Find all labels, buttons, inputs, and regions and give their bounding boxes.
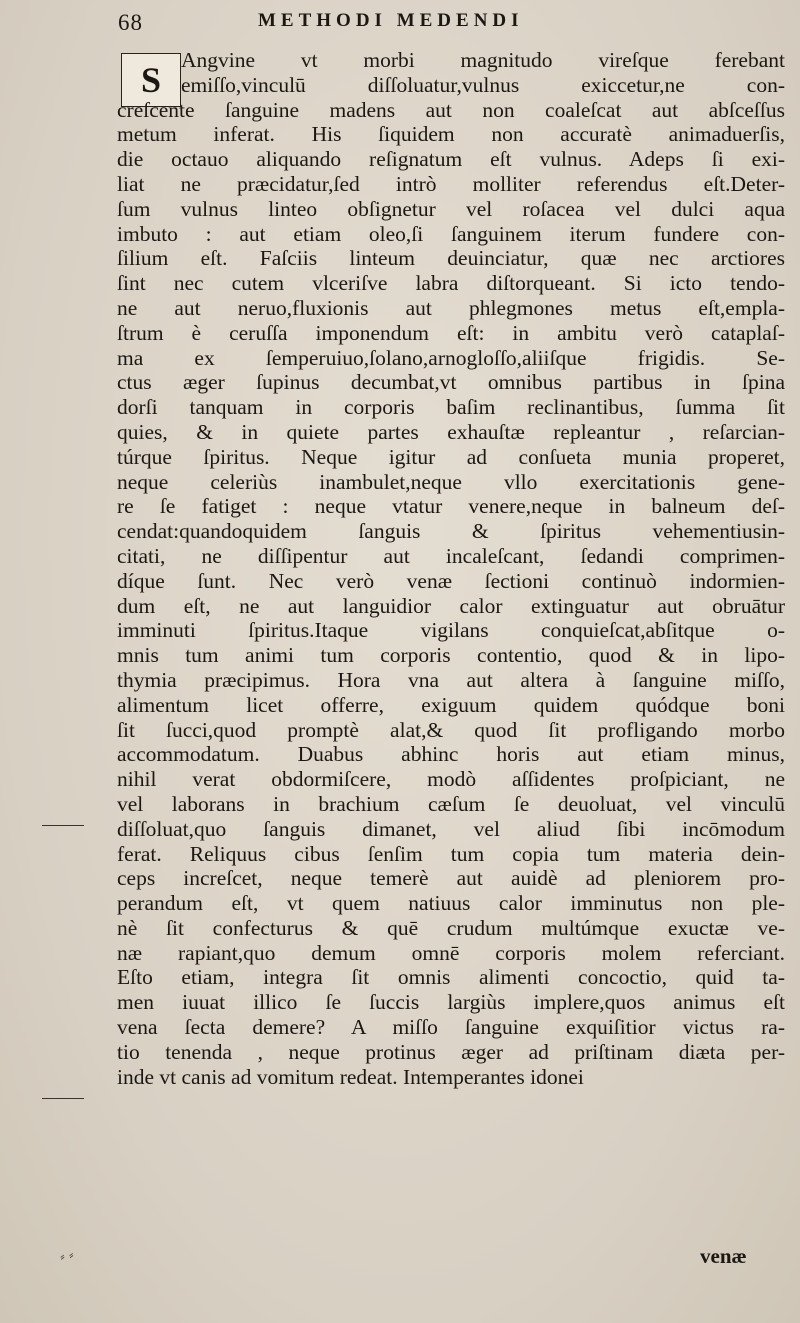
text-line: liat ne præcidatur,ſed intrò molliter referendus eſt.Deter-	[117, 171, 785, 196]
text-line: thymia præcipimus. Hora vna aut altera à ſanguine miſſo,	[117, 667, 785, 692]
text-line: dorſi tanquam in corporis baſim reclinantibus, ſumma ſit	[117, 395, 785, 420]
text-line: túrque ſpiritus. Neque igitur ad conſueta munia properet,	[117, 444, 785, 469]
text-line: ma ex ſemperuiuo,ſolano,arnogloſſo,aliiſque frigidis. Se-	[117, 345, 785, 370]
page-header	[118, 6, 718, 36]
text-line: neque celeriùs inambulet,neque vllo exercitationis gene-	[117, 469, 785, 494]
text-line: ſilium eſt. Faſciis linteum deuinciatur, quæ nec arctiores	[117, 246, 785, 271]
text-line: perandum eſt, vt quem natiuus calor imminutus non ple-	[117, 891, 785, 916]
text-line: cendat:quandoquidem ſanguis & ſpiritus vehementiusin-	[117, 519, 785, 544]
text-line: nè ſit confecturus & quē crudum multúmque exuctæ ve-	[117, 915, 785, 940]
text-line: díque ſunt. Nec verò venæ ſectioni continuò indormien-	[117, 568, 785, 593]
text-line: accommodatum. Duabus abhinc horis aut etiam minus,	[117, 742, 785, 767]
text-line: re ſe fatiget : neque vtatur venere,neque in balneum deſ-	[117, 494, 785, 519]
text-line: imbuto : aut etiam oleo,ſi ſanguinem iterum fundere con-	[117, 221, 785, 246]
text-line: citati, ne diſſipentur aut incaleſcant, ſedandi comprimen-	[117, 543, 785, 568]
margin-rule-mark	[42, 1098, 84, 1099]
decorated-initial-letter: S	[121, 53, 181, 107]
running-title: METHODI MEDENDI	[258, 10, 524, 31]
text-line: ctus æger ſupinus decumbat,vt omnibus partibus in ſpina	[117, 370, 785, 395]
text-line: metum inferat. His ſiquidem non accuratè animaduerſis,	[117, 122, 785, 147]
text-line: ſit ſucci,quod promptè alat,& quod ſit profligando morbo	[117, 717, 785, 742]
text-line: ferat. Reliquus cibus ſenſim tum copia tum materia dein-	[117, 841, 785, 866]
text-line: mnis tum animi tum corporis contentio, quod & in lipo-	[117, 643, 785, 668]
text-line: die octauo aliquando reſignatum eſt vulnus. Adeps ſi exi-	[117, 147, 785, 172]
text-line: ne aut neruo,fluxionis aut phlegmones metus eſt,empla-	[117, 295, 785, 320]
text-line: emiſſo,vinculū diſſoluatur,vulnus exiccetur,ne con-	[181, 72, 785, 97]
text-line: tio tenenda , neque protinus æger ad priſtinam diæta per-	[117, 1039, 785, 1064]
text-line: creſcente ſanguine madens aut non coaleſcat aut abſceſſus	[117, 97, 785, 122]
page-number: 68	[118, 10, 143, 35]
text-line: vena ſecta demere? A miſſo ſanguine exquiſitior victus ra-	[117, 1015, 785, 1040]
text-line: vel laborans in brachium cæſum ſe deuoluat, vel vinculū	[117, 791, 785, 816]
body-text	[117, 48, 785, 1089]
text-line: næ rapiant,quo demum omnē corporis molem referciant.	[117, 940, 785, 965]
text-line: diſſoluat,quo ſanguis dimanet, vel aliud ſibi incōmodum	[117, 816, 785, 841]
text-line: Eſto etiam, integra ſit omnis alimenti concoctio, quid ta-	[117, 965, 785, 990]
margin-rule-mark	[42, 825, 84, 826]
text-line: men iuuat illico ſe ſuccis largiùs implere,quos animus eſt	[117, 990, 785, 1015]
text-line: nihil verat obdormiſcere, modò aſſidentes proſpiciant, ne	[117, 767, 785, 792]
text-line: ſtrum è ceruſſa imponendum eſt: in ambitu verò cataplaſ-	[117, 320, 785, 345]
text-line: ſint nec cutem vlceriſve labra diſtorqueant. Si icto tendo-	[117, 271, 785, 296]
text-line: quies, & in quiete partes exhauſtæ repleantur , reſarcian-	[117, 419, 785, 444]
text-line: Angvine vt morbi magnitudo vireſque ferebant	[181, 48, 785, 72]
text-line: inde vt canis ad vomitum redeat. Intemperantes idonei	[117, 1064, 584, 1089]
catchword: venæ	[700, 1244, 747, 1268]
text-line: ceps increſcet, neque temerè aut auidè ad pleniorem pro-	[117, 866, 785, 891]
text-line: dum eſt, ne aut languidior calor extinguatur aut obruātur	[117, 593, 785, 618]
text-line: imminuti ſpiritus.Itaque vigilans conquieſcat,abſitque o-	[117, 618, 785, 643]
text-line: ſum vulnus linteo obſignetur vel roſacea vel dulci aqua	[117, 196, 785, 221]
text-line: alimentum licet offerre, exiguum quidem quódque boni	[117, 692, 785, 717]
edge-smudge-mark: ⸗ ⸗	[58, 1246, 75, 1266]
